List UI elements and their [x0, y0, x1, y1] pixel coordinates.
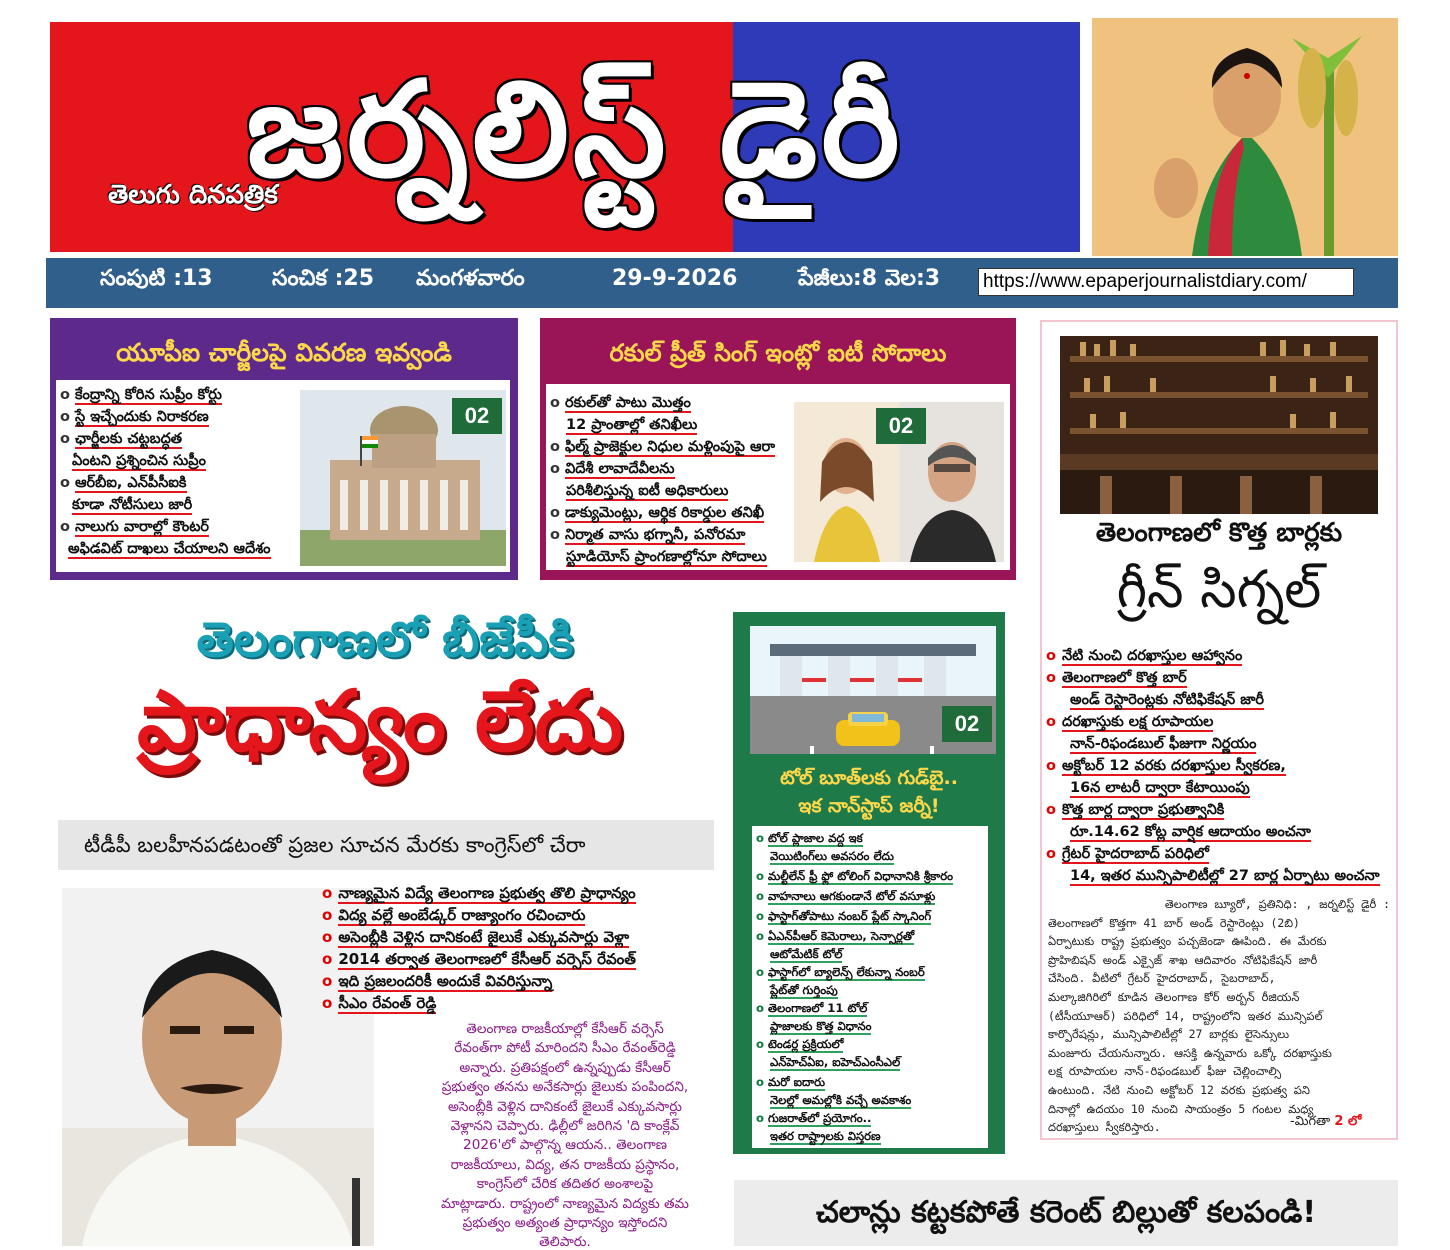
bars-story-kicker[interactable]: తెలంగాణలో కొత్త బార్లకు	[1095, 518, 1343, 548]
bullet-icon: o	[322, 884, 333, 902]
masthead-illustration	[1092, 18, 1398, 256]
bullet-icon: o	[756, 929, 764, 943]
bullet-icon: o	[60, 387, 70, 403]
bullet-icon: o	[60, 431, 70, 447]
story-line: దరఖాస్తులు స్వీకరిస్తారు.	[1048, 1120, 1161, 1135]
story-line: మాట్లాడారు. రాష్ట్రంలో నాణ్యమైన విద్యకు తమ	[441, 1195, 689, 1212]
page-ref-badge: 02	[452, 398, 502, 434]
rakul-bullet-cont: స్టూడియోస్ ప్రాంగణాల్లోనూ సోదాలు	[566, 549, 767, 565]
bullet-icon: o	[322, 950, 333, 968]
bars-bullet-cont: అండ్ రెస్టారెంట్లకు నోటిఫికేషన్ జారీ	[1070, 692, 1265, 708]
newspaper-subtitle: తెలుగు దినపత్రిక	[108, 180, 278, 210]
toll-bullet: o మల్టీలేన్ ఫ్రీ ఫ్లో టోలింగ్ విధానానికి శ్రీకారం	[756, 869, 953, 883]
lead-story-headline[interactable]: ప్రాధాన్యం లేదు	[137, 672, 623, 770]
pages-and-price: పేజీలు:8 వెల:3	[798, 266, 941, 291]
bullet-icon: o	[756, 1001, 764, 1015]
page-ref-badge: 02	[942, 706, 992, 742]
toll-bullet: o తెలంగాణలో 11 టోల్	[756, 1001, 868, 1015]
story-line: తెలంగాణ బ్యూరో, ప్రతినిధి: , జర్నలిస్ట్ డైరీ :	[1164, 897, 1390, 911]
toll-bullet-cont: ఎన్‌హెచ్ఏఐ, ఐహెచ్ఎంసీఎల్	[770, 1055, 901, 1069]
bullet-icon: o	[756, 909, 764, 923]
story-line: ఏర్పాటుకు రాష్ట్ర ప్రభుత్వం పచ్చజెండా ఊపింది. ఈ మేరకు	[1048, 934, 1327, 949]
toll-bullet-cont: ఆటోమేటిక్ టోల్	[770, 947, 843, 961]
bullet-icon: o	[1046, 648, 1056, 664]
page-ref-badge: 02	[876, 408, 926, 444]
story-line: తెలిపారు.	[539, 1234, 591, 1250]
story-line: చేసింది. వీటిలో గ్రేటర్ హైదరాబాద్, సైబరాబాద్,	[1048, 971, 1276, 986]
bullet-icon: o	[322, 972, 333, 990]
bullet-icon: o	[756, 1037, 764, 1051]
weekday: మంగళవారం	[416, 266, 525, 291]
lead-bullet: o అసెంబ్లీకి వెళ్లిన దానికంటే జైలుకే ఎక్కువసార్లు వెళ్లా	[322, 928, 630, 946]
issue-number: సంచిక :25	[272, 266, 375, 291]
story-line: ప్రభుత్వం అత్యంత ప్రాధాన్యం ఇస్తోందని	[462, 1215, 668, 1232]
website-link[interactable]: https://www.epaperjournalistdiary.com/	[978, 268, 1354, 296]
upi-bullet: o స్టే ఇచ్చేందుకు నిరాకరణ	[60, 409, 209, 425]
lead-story-kicker[interactable]: తెలంగాణలో బీజేపీకి	[196, 612, 574, 668]
bullet-icon: o	[756, 869, 764, 883]
story-line: 2026'లో పాల్గొన్న ఆయన.. తెలంగాణ	[463, 1137, 667, 1154]
bullet-icon: o	[550, 461, 560, 477]
bottom-headline-banner[interactable]: చలాన్లు కట్టకపోతే కరెంట్ బిల్లుతో కలపండి!	[734, 1180, 1398, 1246]
bullet-icon: o	[60, 409, 70, 425]
toll-bullet: o వాహనాలు ఆగకుండానే టోల్ వసూళ్లు	[756, 889, 936, 903]
continued-on-link[interactable]	[1290, 1114, 1361, 1132]
lead-bullet: o 2014 తర్వాత తెలంగాణలో కేసీఆర్ వర్సెస్ రేవంత్	[322, 950, 636, 968]
upi-bullet: o కేంద్రాన్ని కోరిన సుప్రీం కోర్టు	[60, 387, 222, 403]
rakul-story-headline[interactable]: రకుల్ ప్రీత్ సింగ్ ఇంట్లో ఐటీ సోదాలు	[609, 339, 947, 367]
bullet-icon: o	[60, 475, 70, 491]
bullet-icon: o	[756, 1075, 764, 1089]
upi-bullet: o ఛార్జీలకు చట్టబద్ధత	[60, 431, 183, 447]
story-line: రాజకీయాలు, విద్య, తన రాజకీయ ప్రస్థానం,	[450, 1156, 680, 1173]
story-line: రేవంత్‌గా పోటీ మారిందని సీఎం రేవంత్‌రెడ్డి	[454, 1040, 676, 1057]
upi-bullet-cont: కూడా నోటీసులు జారీ	[72, 497, 193, 513]
toll-bullet: o టెండర్ల ప్రక్రియలో	[756, 1037, 844, 1051]
bars-story-headline[interactable]: గ్రీన్ సిగ్నల్	[1116, 560, 1322, 620]
bullet-icon: o	[550, 527, 560, 543]
story-line: (టీసీయూఆర్) పరిధిలో 14, రాష్ట్రంలోని ఇతర మున్సిపల్	[1048, 1008, 1323, 1023]
bars-bullet-cont: 16న లాటరీ ద్వారా కేటాయింపు	[1070, 780, 1250, 796]
toll-bullet-cont: ఇతర రాష్ట్రాలకు విస్తరణ	[770, 1129, 881, 1143]
story-line: అసెంబ్లీకి వెళ్లిన దానికంటే జైలుకే ఎక్కువసార్లు	[448, 1098, 682, 1115]
story-line: ఉంటుంది. నేటి నుంచి అక్టోబర్ 12 వరకు ప్రభుత్వ పని	[1048, 1082, 1310, 1097]
toll-bullet-cont: వెయిటింగ్‌లు అవసరం లేదు	[770, 849, 894, 863]
bar-interior-photo	[1060, 336, 1378, 514]
bars-bullet: o అక్టోబర్ 12 వరకు దరఖాస్తుల స్వీకరణ,	[1046, 758, 1286, 774]
bars-bullet-cont: 14, ఇతర మున్సిపాలిటీల్లో 27 బార్ల ఏర్పాటు అంచనా	[1070, 868, 1380, 884]
toll-bullet-cont: ప్లాజాలకు కొత్త విధానం	[770, 1019, 872, 1033]
rakul-bullet: o ఫిల్మ్ ప్రాజెక్టుల నిధుల మళ్లింపుపై ఆరా	[550, 439, 776, 455]
volume-number: సంపుటి :13	[100, 266, 213, 291]
toll-bullet: o గుజరాత్‌లో ప్రయోగం..	[756, 1111, 872, 1125]
rakul-bullet-cont: పరిశీలిస్తున్న ఐటీ అధికారులు	[566, 483, 729, 499]
story-line: కాంగ్రెస్‌లో చేరిక తదితర అంశాలపై	[476, 1176, 654, 1193]
bullet-icon: o	[322, 906, 333, 924]
bullet-icon: o	[1046, 758, 1056, 774]
story-line: తెలంగాణలో కొత్తగా 41 బార్ అండ్ రెస్టారెంట్లు (2బి)	[1048, 915, 1300, 930]
continued-prefix: -మిగతా	[1290, 1114, 1331, 1129]
toll-bullet-cont: నెలల్లో అమల్లోకి వచ్చే అవకాశం	[770, 1093, 912, 1107]
bullet-icon: o	[756, 831, 764, 845]
upi-bullet-cont: ఏంటని ప్రశ్నించిన సుప్రీం	[72, 453, 206, 469]
toll-bullet: o మరో ఐదారు	[756, 1075, 825, 1089]
bullet-icon: o	[550, 395, 560, 411]
rakul-bullet: o విదేశీ లావాదేవీలను	[550, 461, 675, 477]
bars-bullet-cont: నాన్-రిఫండబుల్ ఫీజుగా నిర్ణయం	[1070, 736, 1257, 752]
story-line: కార్పొరేషన్లు, మున్సిపాలిటీల్లో 27 బార్లకు లైసెన్సులు	[1048, 1027, 1290, 1042]
bars-story-text	[1048, 895, 1390, 1137]
newspaper-title: జర్నలిస్ట్ డైరీ	[246, 53, 904, 207]
rakul-bullet: o డాక్యుమెంట్లు, ఆర్థిక రికార్డుల తనిఖీ	[550, 505, 765, 521]
bullet-icon: o	[1046, 802, 1056, 818]
toll-bullet: o టోల్ ప్లాజాల వద్ద ఇక	[756, 831, 863, 845]
lead-bullet: o సీఎం రేవంత్ రెడ్డి	[322, 994, 437, 1012]
bullet-icon: o	[322, 928, 333, 946]
toll-bullet: o ఏఎన్‌పీఆర్ కెమెరాలు, సెన్సార్లతో	[756, 929, 915, 943]
lead-story-text	[414, 1020, 716, 1250]
bars-bullet: o గ్రేటర్ హైదరాబాద్ పరిధిలో	[1046, 846, 1209, 862]
continued-page: 2 లో	[1334, 1114, 1362, 1129]
upi-story-headline[interactable]: యూపీఐ చార్జీలపై వివరణ ఇవ్వండి	[116, 338, 452, 367]
issue-date: 29-9-2026	[612, 266, 738, 291]
bullet-icon: o	[322, 994, 333, 1012]
lead-bullet: o నాణ్యమైన విద్యే తెలంగాణ ప్రభుత్వ తొలి ప్రాధాన్యం	[322, 884, 636, 902]
rakul-bullet: o నిర్మాత వాసు భగ్నానీ, పనోరమా	[550, 527, 746, 543]
story-line: మంజూరు చేయనున్నారు. ఆసక్తి ఉన్నవారు ఒక్కో దరఖాస్తుకు	[1048, 1045, 1332, 1060]
story-line: ప్రభుత్వం తనను అనేకసార్లు జైలుకు పంపిందని,	[441, 1079, 689, 1096]
story-line: వెళ్లానని చెప్పారు. ఢిల్లీలో జరిగిన 'ది కాంక్లేవ్	[450, 1118, 680, 1135]
bullet-icon: o	[1046, 714, 1056, 730]
bars-bullet: o దరఖాస్తుకు లక్ష రూపాయల	[1046, 714, 1214, 730]
lead-bullet: o విద్య వల్లే అంబేడ్కర్ రాజ్యాంగం రచించారు	[322, 906, 586, 924]
story-line: తెలంగాణ రాజకీయాల్లో కేసీఆర్ వర్సెస్	[466, 1021, 664, 1037]
story-line: దినాల్లో ఉదయం 10 నుంచి సాయంత్రం 5 గంటల మధ్య	[1048, 1101, 1314, 1116]
bullet-icon: o	[550, 505, 560, 521]
bars-bullet: o తెలంగాణలో కొత్త బార్	[1046, 670, 1187, 686]
story-line: మల్కాజిగిరిలో కూడిన తెలంగాణ కోర్ అర్బన్ రీజియన్	[1048, 989, 1300, 1004]
toll-story-headline[interactable]	[733, 764, 1005, 820]
bullet-icon: o	[1046, 846, 1056, 862]
bullet-icon: o	[60, 519, 70, 535]
bullet-icon: o	[756, 965, 764, 979]
story-line: లక్ష రూపాయల నాన్-రిఫండబుల్ ఫీజు చెల్లించాల్సి	[1048, 1064, 1282, 1079]
bullet-icon: o	[756, 1111, 764, 1125]
upi-bullet: o నాలుగు వారాల్లో కౌంటర్	[60, 519, 210, 535]
bullet-icon: o	[550, 439, 560, 455]
toll-headline-line1: టోల్ బూత్‌లకు గుడ్‌బై..	[780, 767, 958, 789]
toll-headline-line2: ఇక నాన్‌స్టాప్ జర్నీ!	[798, 795, 940, 817]
toll-bullet-cont: ప్లేట్‌తో గుర్తింపు	[770, 983, 838, 997]
bullet-icon: o	[756, 889, 764, 903]
story-line: ప్రొహిబిషన్ అండ్ ఎక్సైజ్ శాఖ ఆదివారం నోటిఫికేషన్ జారీ	[1048, 952, 1318, 967]
toll-bullet: o ఫాస్టాగ్‌లో బ్యాలెన్స్ లేకున్నా నంబర్	[756, 965, 925, 979]
lead-bullet: o ఇది ప్రజలందరికీ అందుకే వివరిస్తున్నా	[322, 972, 553, 990]
upi-bullet-cont: అఫిడవిట్ దాఖలు చేయాలని ఆదేశం	[68, 541, 271, 557]
rakul-bullet-cont: 12 ప్రాంతాల్లో తనిఖీలు	[566, 417, 698, 433]
bullet-icon: o	[1046, 670, 1056, 686]
bars-bullet: o కొత్త బార్ల ద్వారా ప్రభుత్వానికి	[1046, 802, 1225, 818]
lead-story-strapline: టీడీపీ బలహీనపడటంతో ప్రజల సూచన మేరకు కాంగ్రెస్‌లో చేరా	[58, 820, 714, 870]
upi-bullet: o ఆర్‌బీఐ, ఎన్‌పీసీఐకి	[60, 475, 187, 491]
story-line: అన్నారు. ప్రతిపక్షంలో ఉన్నప్పుడు కేసీఆర్	[459, 1059, 671, 1076]
bars-bullet-cont: రూ.14.62 కోట్ల వార్షిక ఆదాయం అంచనా	[1070, 824, 1311, 840]
bars-bullet: o నేటి నుంచి దరఖాస్తుల ఆహ్వానం	[1046, 648, 1243, 664]
toll-bullet: o ఫాస్టాగ్‌తోపాటు నంబర్ ప్లేట్ స్కానింగ్	[756, 909, 932, 923]
rakul-bullet: o రకుల్‌తో పాటు మొత్తం	[550, 395, 691, 411]
